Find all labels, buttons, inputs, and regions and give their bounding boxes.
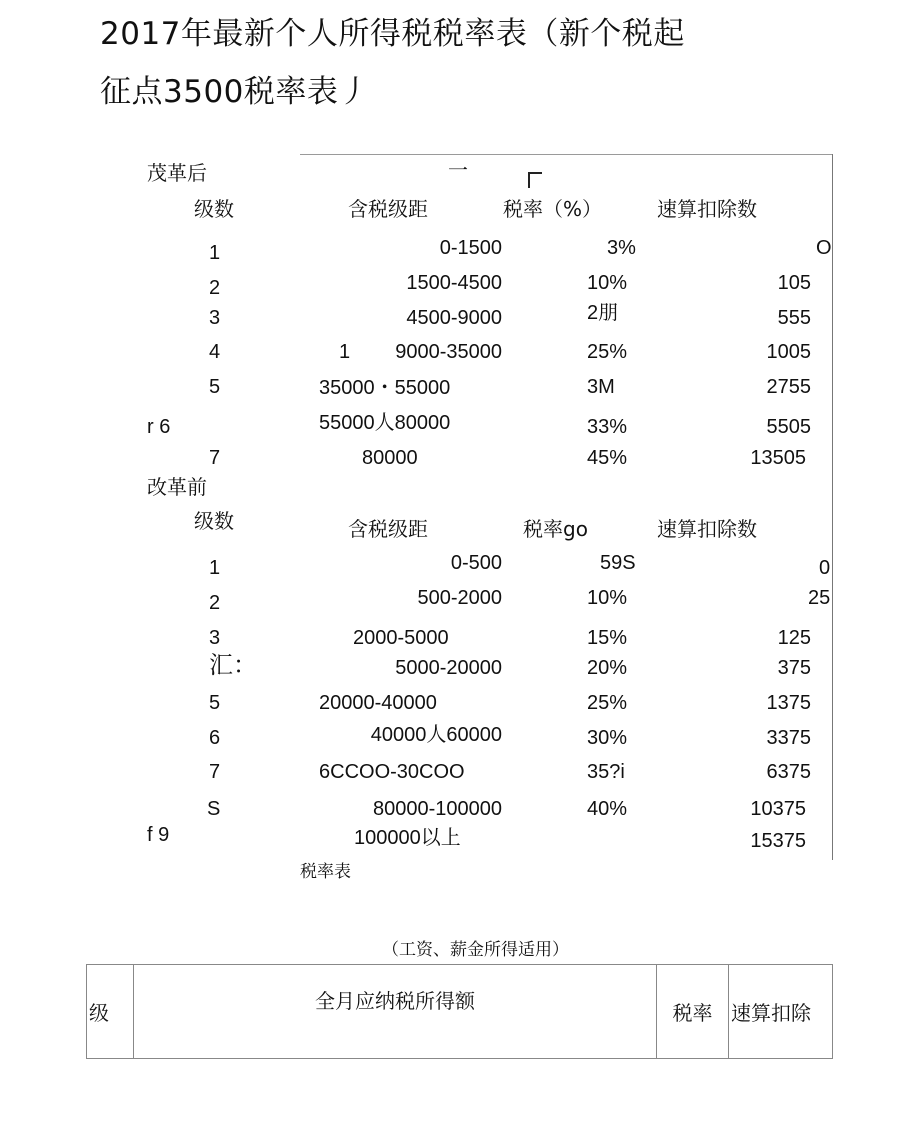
after-row-5-deduction: 2755 [766,376,811,398]
after-header-range: 含税级距 [348,197,428,221]
page-title-line-2: 征点3500税率表丿 [100,74,370,110]
before-row-6-deduction: 3375 [766,727,811,749]
before-row-7-deduction: 6375 [766,761,811,783]
before-row-5-range: 20000-40000 [319,692,437,714]
after-row-2-rate: 10% [587,272,628,294]
before-row-5-deduction: 1375 [766,692,811,714]
after-row-6-rate: 33% [587,416,628,438]
before-row-9-level: f 9 [147,824,170,846]
after-row-7-level: 7 [209,447,221,469]
before-row-4-deduction: 375 [777,657,811,679]
before-row-7-rate: 35?i [587,761,625,783]
after-row-3-level: 3 [209,307,221,329]
before-row-9-range: 100000以上 [354,827,461,849]
before-row-2-deduction: 25 [808,587,831,609]
after-header-deduction: 速算扣除数 [657,197,757,221]
before-row-6-rate: 30% [587,727,628,749]
before-header-level: 级数 [194,509,234,533]
header-tax-rate: 税率 [657,965,729,1059]
before-row-5-rate: 25% [587,692,628,714]
before-row-2-level: 2 [209,592,221,614]
after-row-3-range: 4500-9000 [406,307,502,329]
before-row-4-range: 5000-20000 [395,657,502,679]
table-right-border [832,154,833,860]
after-header-rate: 税率（%） [503,197,603,221]
before-row-3-range: 2000-5000 [353,627,449,649]
after-row-6-level: r 6 [147,416,171,438]
before-row-7-level: 7 [209,761,221,783]
before-row-6-range: 40000人60000 [370,724,502,746]
before-row-2-range: 500-2000 [417,587,502,609]
after-row-5-rate: 3M [587,376,615,398]
before-row-3-rate: 15% [587,627,628,649]
tax-rate-table-header [86,964,833,1059]
after-row-4-rate: 25% [587,341,628,363]
before-row-1-deduction: 0 [819,557,831,579]
before-row-9-deduction: 15375 [750,830,806,852]
after-row-5-range: 35000・55000 [319,377,451,399]
stray-dash: 一 [448,158,468,182]
before-row-8-level: S [207,798,221,820]
table-top-border [300,154,833,155]
before-header-range: 含税级距 [348,517,428,541]
after-row-1-rate: 3% [607,237,636,259]
before-row-3-level: 3 [209,627,221,649]
before-row-1-level: 1 [209,557,221,579]
before-reform-label: 改革前 [147,475,207,499]
before-row-5-level: 5 [209,692,221,714]
after-row-4-level: 4 [209,341,221,363]
after-row-4-range: 9000-35000 [395,341,502,363]
table-subtitle: （工资、薪金所得适用） [382,940,569,960]
before-header-deduction: 速算扣除数 [657,517,757,541]
before-row-1-rate: 59S [600,552,636,574]
after-row-4-deduction: 1005 [766,341,811,363]
table-caption: 税率表 [300,862,351,882]
before-row-7-range: 6CCOO-30COO [319,761,465,783]
before-header-rate: 税率go [523,517,588,541]
after-row-2-range: 1500-4500 [406,272,502,294]
after-reform-label: 茂革后 [147,161,207,185]
after-row-1-range: 0-1500 [439,237,502,259]
header-monthly-taxable-income: 全月应纳税所得额 [134,965,657,1059]
after-row-2-deduction: 105 [777,272,811,294]
after-row-5-level: 5 [209,376,221,398]
after-row-3-rate: 2朋 [587,302,619,324]
after-row-2-level: 2 [209,277,221,299]
before-row-3-deduction: 125 [777,627,811,649]
before-row-8-deduction: 10375 [750,798,806,820]
page-title-line-1: 2017年最新个人所得税税率表（新个税起 [100,16,685,52]
before-row-4-level: 汇： [209,652,257,679]
after-header-level: 级数 [194,197,234,221]
before-row-1-range: 0-500 [450,552,502,574]
after-row-3-deduction: 555 [777,307,811,329]
after-row-7-rate: 45% [587,447,628,469]
bracket-mark [528,172,542,188]
after-row-1-deduction: O [816,237,832,259]
after-row-6-deduction: 5505 [766,416,811,438]
before-row-8-range: 80000-100000 [372,798,502,820]
header-level: 级 [87,965,134,1059]
after-row-7-range: 80000 [362,447,418,469]
after-row-6-range: 55000人80000 [319,412,451,434]
table-row [87,965,833,1059]
before-row-4-rate: 20% [587,657,628,679]
after-row-4-prefix: 1 [339,341,351,363]
after-row-1-level: 1 [209,242,221,264]
before-row-8-rate: 40% [587,798,628,820]
header-quick-deduction: 速算扣除 [729,965,833,1059]
before-row-2-rate: 10% [587,587,628,609]
before-row-6-level: 6 [209,727,221,749]
after-row-7-deduction: 13505 [750,447,806,469]
